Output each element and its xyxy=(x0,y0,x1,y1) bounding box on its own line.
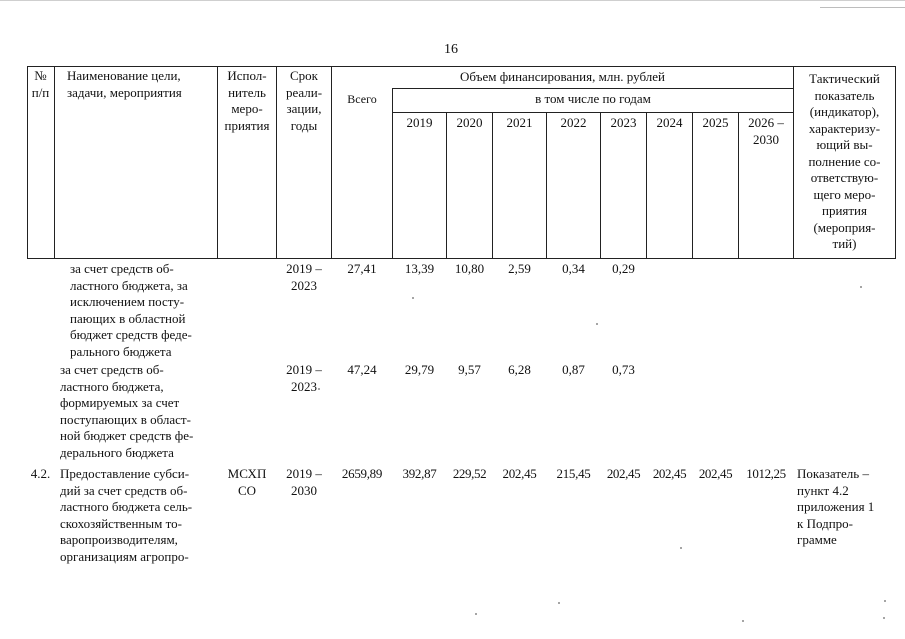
row-year-value: 202,45 xyxy=(606,466,641,481)
header-number: № п/п xyxy=(31,68,50,100)
header-year: 2026 – 2030 xyxy=(748,115,784,147)
header-year: 2023 xyxy=(610,115,637,130)
row-indicator: Показатель – пункт 4.2 приложения 1 к Подпро- грамме xyxy=(797,466,875,547)
row-year-value: 13,39 xyxy=(404,261,435,276)
header-year: 2019 xyxy=(406,115,433,130)
row-year-value: 0,87 xyxy=(562,362,585,377)
row-year-value: 202,45 xyxy=(652,466,687,481)
row-year-value: 6,28 xyxy=(508,362,531,377)
scan-edge-line xyxy=(0,0,905,1)
header-executor: Испол- нитель меро- приятия xyxy=(224,68,270,133)
row-total: 47,24 xyxy=(347,362,377,377)
header-year: 2024 xyxy=(656,115,683,130)
row-total: 2659,89 xyxy=(341,466,383,481)
row-name: Предоставление субси- дий за счет средств об- ластного бюджета сель- скохозяйственным то- варопроизводителям, организациям агропро- xyxy=(60,466,193,564)
header-year: 2022 xyxy=(560,115,587,130)
row-year-value: 1012,25 xyxy=(746,466,786,481)
scan-edge-line-right xyxy=(820,7,905,8)
row-year-value: 0,73 xyxy=(612,362,635,377)
header-indicator: Тактический показатель (индикатор), характеризу- ющий вы- полнение со- ответствую- щего меро- приятия (мероприя- тий) xyxy=(808,71,881,251)
row-year-value: 10,80 xyxy=(454,261,485,276)
header-financing: Объем финансирования, млн. рублей xyxy=(460,69,665,84)
header-year: 2021 xyxy=(506,115,533,130)
row-total: 27,41 xyxy=(347,261,377,276)
header-year: 2025 xyxy=(702,115,729,130)
row-term: 2019 – 2023 xyxy=(286,362,322,394)
row-executor: МСХП СО xyxy=(227,466,267,498)
row-year-value: 29,79 xyxy=(404,362,435,377)
header-by-years: в том числе по годам xyxy=(535,91,651,106)
row-term: 2019 – 2030 xyxy=(286,466,322,498)
row-term: 2019 – 2023 xyxy=(286,261,322,293)
header-total: Всего xyxy=(347,92,377,106)
row-name: за счет средств об- ластного бюджета, формируемых за счет поступающих в област- ной бюджет средств фе- дерального бюджета xyxy=(60,362,194,460)
row-year-value: 392,87 xyxy=(402,466,437,481)
row-year-value: 2,59 xyxy=(508,261,531,276)
header-term: Срок реали- зации, годы xyxy=(285,68,323,133)
row-year-value: 0,29 xyxy=(612,261,635,276)
row-name: за счет средств об- ластного бюджета, за исключением посту- пающих в областной бюджет средств феде- рального бюджета xyxy=(70,261,192,359)
row-year-value: 202,45 xyxy=(698,466,733,481)
row-year-value: 229,52 xyxy=(452,466,487,481)
page-number: 16 xyxy=(444,42,458,57)
header-name: Наименование цели, задачи, мероприятия xyxy=(67,68,182,100)
row-number: 4.2. xyxy=(30,466,51,481)
row-year-value: 0,34 xyxy=(562,261,585,276)
header-year: 2020 xyxy=(456,115,483,130)
row-year-value: 215,45 xyxy=(556,466,591,481)
row-year-value: 9,57 xyxy=(458,362,481,377)
row-year-value: 202,45 xyxy=(502,466,537,481)
